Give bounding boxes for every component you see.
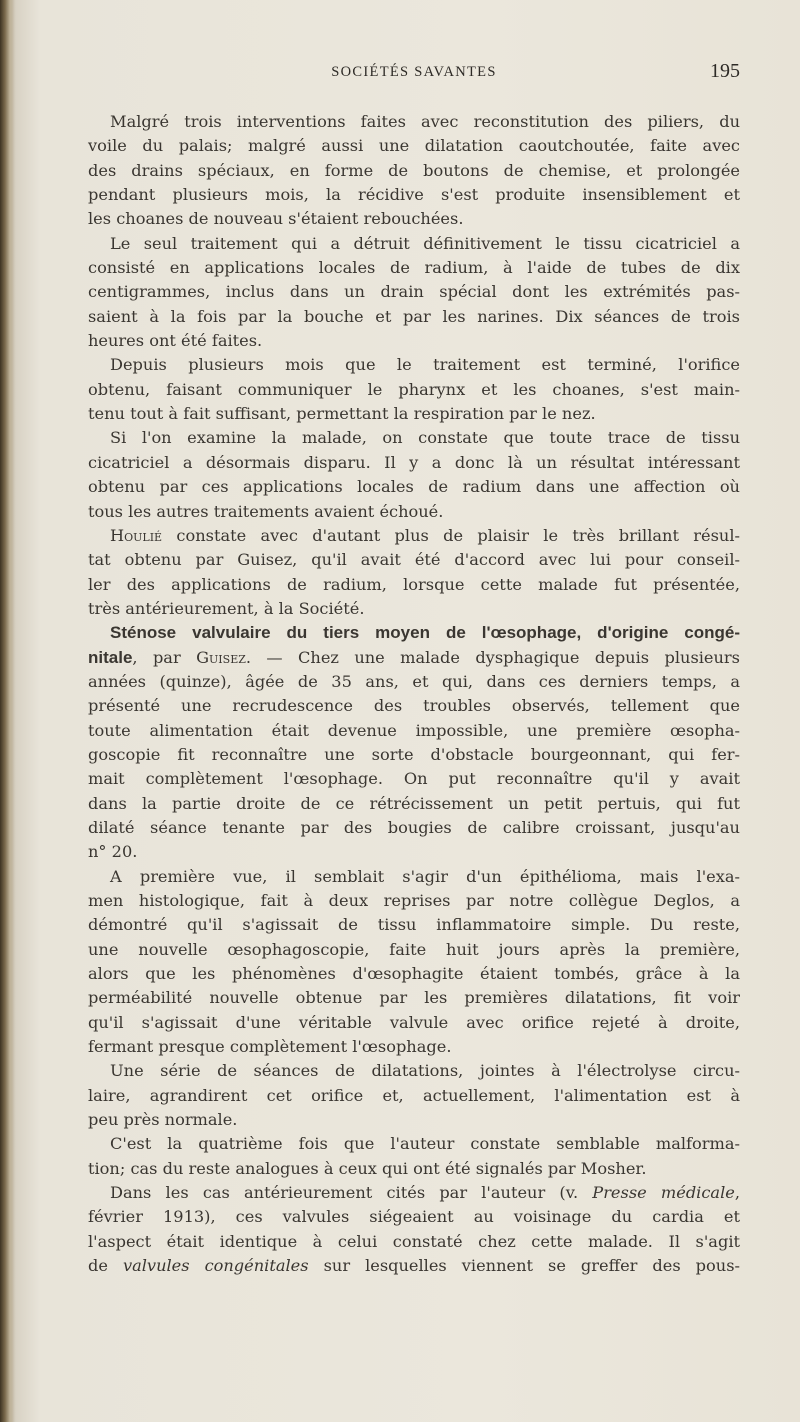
paragraph	[88, 524, 740, 621]
paragraph	[88, 353, 740, 426]
text-line: C'est la quatrième fois que l'auteur constate semblable malforma-	[110, 1134, 740, 1154]
section-title-continued: nitale	[88, 647, 133, 667]
text-line: une nouvelle œsophagoscopie, faite huit jours après la première,	[88, 939, 740, 959]
text-line	[88, 1254, 740, 1278]
paragraph	[88, 1132, 740, 1181]
text-line: présenté une recrudescence des troubles observés, tellement que	[88, 696, 740, 716]
paragraph	[88, 621, 740, 864]
page-number: 195	[710, 60, 740, 82]
text-line: dans la partie droite de ce rétrécissement un petit pertuis, qui fut	[88, 793, 740, 813]
text-line: men histologique, fait à deux reprises par notre collègue Deglos, a	[88, 891, 740, 910]
book-spine-shadow	[0, 0, 14, 1422]
text-line: dilaté séance tenante par des bougies de calibre croissant, jusqu'au	[88, 817, 740, 837]
text-line: Le seul traitement qui a détruit définitivement le tissu cicatriciel a	[110, 233, 740, 253]
text-line: tenu tout à fait suffisant, permettant la respiration par le nez.	[88, 404, 596, 424]
text-line: les choanes de nouveau s'étaient rebouchées.	[88, 209, 464, 229]
text-line: démontré qu'il s'agissait de tissu inflammatoire simple. Du reste,	[88, 915, 740, 935]
text-fragment: , par	[132, 647, 197, 667]
text-line: Malgré trois interventions faites avec reconstitution des piliers, du	[110, 112, 740, 131]
text-fragment: sur lesquelles viennent se greffer des pous-	[308, 1256, 740, 1276]
text-line: voile du palais; malgré aussi une dilatation caoutchoutée, faite avec	[88, 136, 740, 156]
text-line: toute alimentation était devenue impossible, une première œsopha-	[88, 720, 740, 740]
text-fragment: de	[88, 1256, 123, 1276]
text-line: heures ont été faites.	[88, 331, 263, 351]
paragraph	[88, 110, 740, 232]
paragraph	[88, 865, 740, 1060]
text-line: années (quinze), âgée de 35 ans, et qui, dans ces derniers temps, a	[88, 671, 740, 691]
text-line: obtenu par ces applications locales de radium dans une affection où	[88, 477, 740, 497]
author-name: Houlié	[110, 525, 163, 545]
text-line: goscopie fit reconnaître une sorte d'obstacle bourgeonnant, qui fer-	[88, 744, 740, 764]
text-line: pendant plusieurs mois, la récidive s'est produite insensiblement et	[88, 185, 740, 205]
text-line: ler des applications de radium, lorsque cette malade fut présentée,	[88, 574, 740, 594]
text-line	[88, 646, 740, 670]
text-line: tous les autres traitements avaient échoué.	[88, 501, 444, 521]
text-line	[88, 621, 740, 645]
text-line: tion; cas du reste analogues à ceux qui ont été signalés par Mosher.	[88, 1158, 647, 1178]
text-line: tat obtenu par Guisez, qu'il avait été d'accord avec lui pour conseil-	[88, 550, 740, 570]
text-line: laire, agrandirent cet orifice et, actuellement, l'alimentation est à	[88, 1085, 740, 1105]
text-fragment: ,	[734, 1183, 740, 1203]
text-line: Une série de séances de dilatations, jointes à l'électrolyse circu-	[110, 1061, 740, 1081]
text-line: A première vue, il semblait s'agir d'un épithélioma, mais l'exa-	[110, 866, 740, 886]
text-fragment: . — Chez une malade dysphagique depuis plusieurs	[245, 647, 740, 667]
text-line: Depuis plusieurs mois que le traitement est terminé, l'orifice	[110, 355, 740, 375]
text-line: mait complètement l'œsophage. On put reconnaître qu'il y avait	[88, 769, 740, 789]
text-line: qu'il s'agissait d'une véritable valvule avec orifice rejeté à droite,	[88, 1012, 740, 1032]
author-name: Guisez	[196, 647, 246, 667]
text-line: Si l'on examine la malade, on constate que toute trace de tissu	[110, 428, 740, 448]
article-body	[88, 110, 740, 1279]
text-line: obtenu, faisant communiquer le pharynx et les choanes, s'est main-	[88, 379, 740, 399]
paragraph	[88, 1181, 740, 1278]
text-line: consisté en applications locales de radium, à l'aide de tubes de dix	[88, 258, 740, 278]
text-line: des drains spéciaux, en forme de boutons de chemise, et prolongée	[88, 160, 740, 180]
text-fragment: constate avec d'autant plus de plaisir le très brillant résul-	[162, 525, 740, 545]
paragraph	[88, 232, 740, 354]
text-line: l'aspect était identique à celui constaté chez cette malade. Il s'agit	[88, 1231, 740, 1251]
emphasis-text: valvules congénitales	[122, 1256, 309, 1276]
journal-title: Presse médicale	[592, 1183, 735, 1203]
text-fragment: Dans les cas antérieurement cités par l'auteur (v.	[110, 1183, 593, 1203]
paragraph	[88, 426, 740, 523]
text-line: très antérieurement, à la Société.	[88, 598, 365, 618]
text-line: cicatriciel a désormais disparu. Il y a donc là un résultat intéressant	[88, 452, 740, 472]
text-line: n° 20.	[88, 842, 138, 862]
text-line	[88, 1181, 740, 1205]
text-line: saient à la fois par la bouche et par les narines. Dix séances de trois	[88, 306, 740, 326]
paragraph	[88, 1059, 740, 1132]
text-line	[88, 524, 740, 548]
text-line: alors que les phénomènes d'œsophagite étaient tombés, grâce à la	[88, 964, 740, 984]
section-title: Sténose valvulaire du tiers moyen de l'œsophage, d'origine congé-	[110, 623, 740, 643]
running-title: SOCIÉTÉS SAVANTES	[331, 64, 497, 80]
text-line: fermant presque complètement l'œsophage.	[88, 1037, 452, 1057]
text-line: peu près normale.	[88, 1110, 238, 1130]
text-line: centigrammes, inclus dans un drain spécial dont les extrémités pas-	[88, 282, 740, 302]
text-line: perméabilité nouvelle obtenue par les premières dilatations, fit voir	[88, 988, 740, 1008]
text-line: février 1913), ces valvules siégeaient au voisinage du cardia et	[88, 1207, 740, 1227]
page-header	[88, 60, 740, 90]
